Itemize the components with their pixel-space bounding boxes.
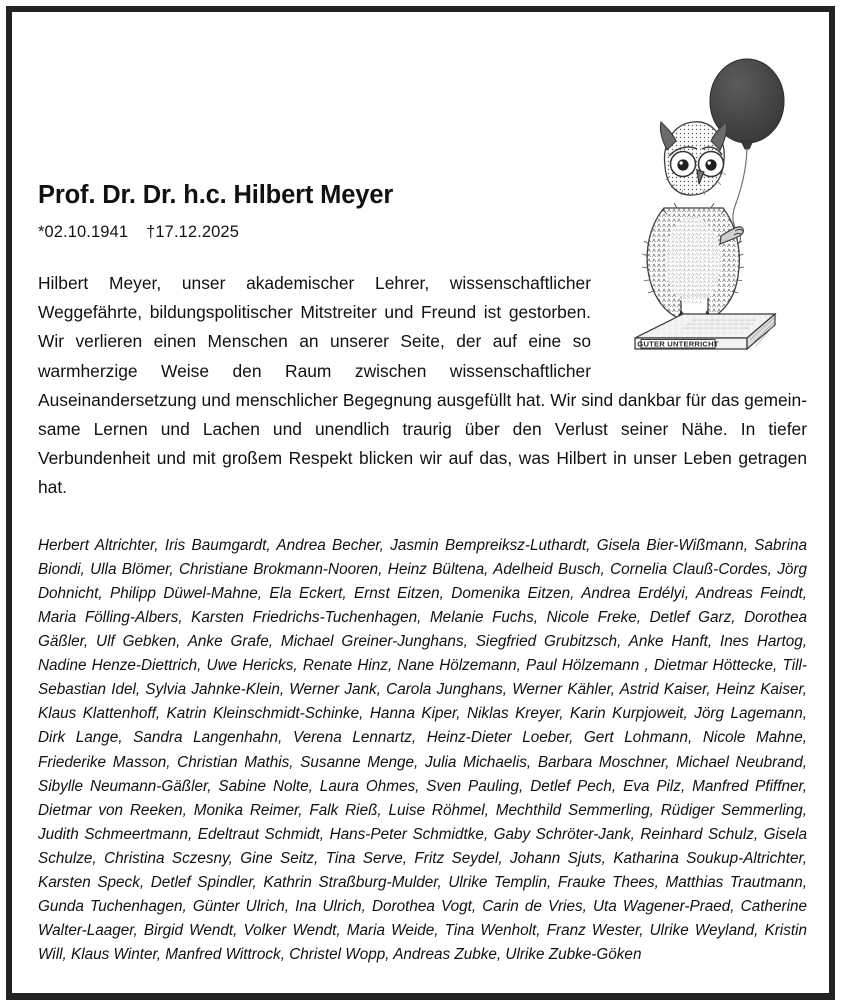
signatories-list: Herbert Altrichter, Iris Baumgardt, Andrea Becher, Jasmin Bempreiksz-Luthardt, Gisela Bier-Wißmann, Sabrina Biondi, Ulla Blömer, Christiane Brokmann-Nooren, Heinz Bültena, Adelheid Busch, Cornelia Clauß-Cordes, Jörg Dohnicht, Philipp Düwel-Mahne, Ela Eckert, Ernst Eitzen, Domenika Eitzen, Andrea Erdélyi, Andreas Feindt, Maria Fölling-Albers, Karsten Friedrichs-Tuchenhagen, Melanie Fuchs, Nicole Freke, Detlef Garz, Dorothea Gäßler, Ulf Gebken, Anke Grafe, Michael Greiner-Junghans, Siegfried Grubitzsch, Anke Hanft, Ines Hartog, Nadine Henze-Diettrich, Uwe Hericks, Renate Hinz, Nane Hölzemann, Paul Hölzemann , Dietmar Höttecke, Till-Sebastian Idel, Sylvia Jahnke-Klein, Werner Jank, Carola Junghans, Werner Kähler, Astrid Kaiser, Heinz Kaiser, Klaus Klattenhoff, Katrin Kleinschmidt-Schinke, Hanna Kiper, Niklas Kreyer, Karin Kurpjoweit, Jörg Lagemann, Dirk Lange, Sandra Langenhahn, Verena Lennartz, Heinz-Dieter Loeber, Gert Lohmann, Nicole Mahne, Friederike Masson, Christian Mathis, Susanne Menge, Julia Michaelis, Barbara Moschner, Michael Neubrand, Sibylle Neumann-Gäßler, Sabine Nolte, Laura Ohmes, Sven Pauling, Detlef Pech, Eva Pilz, Manfred Pfiffner, Dietmar von Reeken, Monika Reimer, Falk Rieß, Luise Röhmel, Mechthild Semmerling, Rüdiger Semmerling, Judith Schmeertmann, Edeltraut Schmidt, Hans-Peter Schmidtke, Gaby Schröter-Jank, Reinhard Schulz, Gisela Schulze, Christina Sczesny, Gine Seitz, Tina Serve, Fritz Seydel, Johann Sjuts, Katharina Soukup-Altrichter, Karsten Speck, Detlef Spindler, Kathrin Straßburg-Mulder, Ulrike Templin, Frauke Thees, Matthias Trautmann, Gunda Tuchenhagen, Günter Ulrich, Ina Ulrich, Dorothea Vogt, Carin de Vries, Uta Wagener-Praed, Catherine Walter-Laager, Birgid Wendt, Volker Wendt, Maria Weide, Tina Wenholt, Franz Wester, Ulrike Weyland, Kristin Will, Klaus Winter, Manfred Wittrock, Christel Wopp, Andreas Zubke, Ulrike Zubke-Göken	[38, 536, 807, 964]
death-date: †17.12.2025	[146, 223, 239, 242]
book-title-text: GUTER UNTERRICHT	[637, 339, 719, 349]
birth-date: *02.10.1941	[38, 223, 129, 242]
black-mourning-border	[6, 6, 835, 1000]
book-graphic	[635, 314, 775, 349]
content-area	[38, 38, 807, 985]
owl-graphic	[642, 122, 744, 329]
page-title: Prof. Dr. Dr. h.c. Hilbert Meyer	[38, 181, 394, 209]
owl-with-balloon-illustration	[607, 48, 807, 360]
memorial-body-text: Hilbert Meyer, unser akademischer Lehrer, wissenschaftlicher Weggefährte, bildungspolitischer Mitstreiter und Freund ist gestorben. Wir verlieren einen Menschen an unserer Seite, der auf eine so warmherzige Weise den Raum zwischen wissenschaftlicher Auseinandersetzung und menschlicher Begegnung ausgefüllt hat. Wir sind dankbar für das gemeinsame Lernen und Lachen und unendlich traurig über den Verlust seiner Nähe. In tiefer Verbundenheit und mit großem Respekt blicken wir auf das, was Hilbert in unser Leben getragen hat.	[38, 273, 807, 498]
